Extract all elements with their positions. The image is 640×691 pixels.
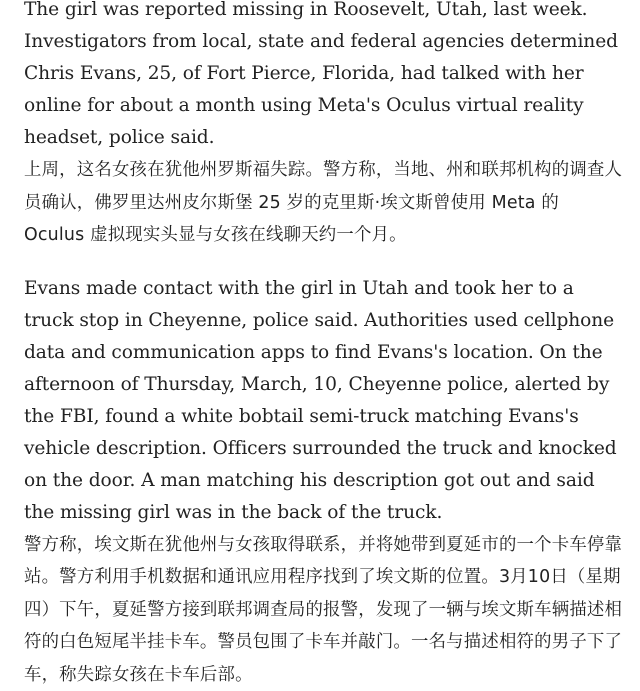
paragraph-1-chinese: 上周，这名女孩在犹他州罗斯福失踪。警方称，当地、州和联邦机构的调查人员确认，佛罗里达州皮尔斯堡 25 岁的克里斯·埃文斯曾使用 Meta 的 Oculus 虚拟现实头显与女孩在线聊天约一个月。 — [24, 154, 624, 252]
paragraph-spacer — [24, 252, 624, 273]
paragraph-2-english: Evans made contact with the girl in Utah and took her to a truck stop in Cheyenne, police said. Authorities used cellphone data and communication apps to find Evans's location. On the afternoon of Thursday, March, 10, Cheyenne police, alerted by the FBI, found a white bobtail semi-truck matching Evans's vehicle description. Officers surrounded the truck and knocked on the door. A man matching his description got out and said the missing girl was in the back of the truck. — [24, 273, 624, 529]
paragraph-1-english: The girl was reported missing in Roosevelt, Utah, last week. Investigators from local, state and federal agencies determined Chris Evans, 25, of Fort Pierce, Florida, had talked with her online for about a month using Meta's Oculus virtual reality headset, police said. — [24, 0, 624, 154]
article-body — [24, 0, 624, 691]
paragraph-2-chinese: 警方称，埃文斯在犹他州与女孩取得联系，并将她带到夏延市的一个卡车停靠站。警方利用手机数据和通讯应用程序找到了埃文斯的位置。3月10日（星期四）下午，夏延警方接到联邦调查局的报警，发现了一辆与埃文斯车辆描述相符的白色短尾半挂卡车。警员包围了卡车并敲门。一名与描述相符的男子下了车，称失踪女孩在卡车后部。 — [24, 529, 624, 691]
